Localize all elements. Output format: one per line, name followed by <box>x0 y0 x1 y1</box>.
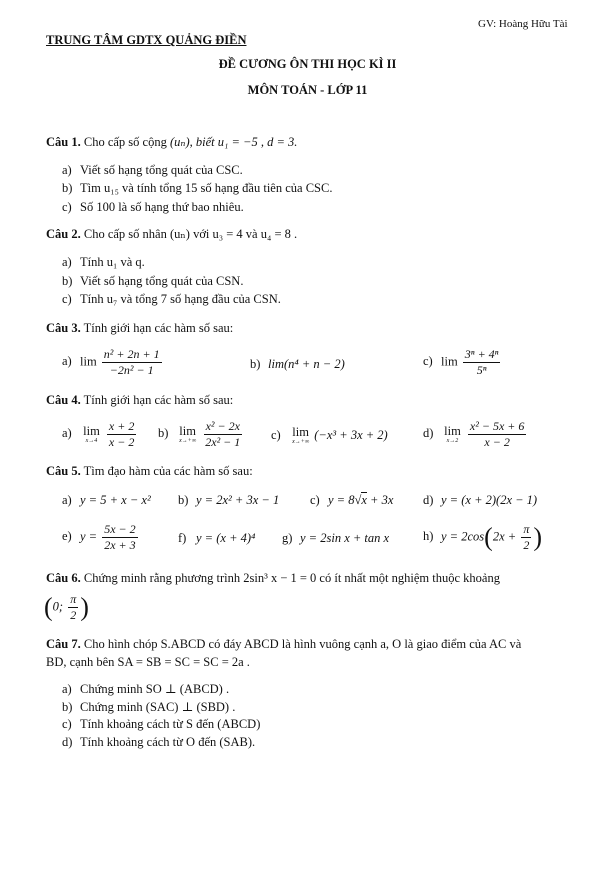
q5-item-c: c) y = 8√x + 3x <box>310 493 394 507</box>
q4-item-c: c) lim x→+∞ (−x³ + 3x + 2) <box>271 425 388 445</box>
q4-item-b: b) lim x→+∞ $\frac{\text{x² − 2x}}{\text{2x² − 1}}$ <box>158 419 241 449</box>
q1-item-a: a) Viết số hạng tổng quát của CSC. <box>62 163 243 177</box>
question-2: Câu 2. Cho cấp số nhân (uₙ) với u₃ = 4 và u₄ = 8 . <box>46 227 298 241</box>
question-3: Câu 3. Tính giới hạn các hàm số sau: <box>46 321 234 335</box>
q5-item-a: a) y = 5 + x − x² <box>62 493 151 507</box>
q5-item-b: b) y = 2x² + 3x − 1 <box>178 493 280 507</box>
q6-interval: (0; $\frac{\pi}{2}$ ) <box>44 592 89 622</box>
q7-item-a: a) Chứng minh SO ⊥ (ABCD) . <box>62 682 230 696</box>
question-6: Câu 6. Chứng minh rằng phương trình 2sin³ x − 1 = 0 có ít nhất một nghiệm thuộc khoảng <box>46 571 500 585</box>
q5-item-e: e) y = $\frac{5x - 2}{2x + 3}$ <box>62 522 136 552</box>
q4-item-a: a) lim x→4 $\frac{x + 2}{x - 2}$ <box>62 419 135 449</box>
question-4: Câu 4. Tính giới hạn các hàm số sau: <box>46 393 234 407</box>
q7-item-c: c) Tính khoảng cách từ S đến (ABCD) <box>62 717 261 731</box>
q3-item-c: c) lim $\frac{\text{3ⁿ + 4ⁿ}}{\text{5ⁿ}}$ <box>423 347 499 377</box>
q3-item-b: b) lim(n⁴ + n − 2) <box>250 357 345 371</box>
q1-item-c: c) Số 100 là số hạng thứ bao nhiêu. <box>62 200 244 214</box>
school-name: TRUNG TÂM GDTX QUẢNG ĐIỀN <box>46 33 247 47</box>
document-subject: MÔN TOÁN - LỚP 11 <box>247 83 368 97</box>
document-title: ĐỀ CƯƠNG ÔN THI HỌC KÌ II <box>218 57 397 71</box>
q2-item-b: b) Viết số hạng tổng quát của CSN. <box>62 274 244 288</box>
q5-item-d: d) y = (x + 2)(2x − 1) <box>423 493 538 507</box>
question-7: Câu 7. Cho hình chóp S.ABCD có đáy ABCD là hình vuông cạnh a, O là giao điểm của AC và <box>46 637 522 651</box>
q5-item-g: g) y = 2sin x + tan x <box>282 531 390 545</box>
q3-item-a: a) lim $\frac{\text{n² + 2n + 1}}{\text{−2n² − 1}}$ <box>62 347 160 377</box>
q2-item-c: c) Tính u₇ và tổng 7 số hạng đầu của CSN. <box>62 292 281 306</box>
q5-item-f: f) y = (x + 4)⁴ <box>178 531 256 545</box>
q7-item-d: d) Tính khoảng cách từ O đến (SAB). <box>62 735 256 749</box>
q7-item-b: b) Chứng minh (SAC) ⊥ (SBD) . <box>62 700 236 714</box>
q5-item-h: h) y = 2cos(2x + $\frac{\pi}{2}$ ) <box>423 522 542 552</box>
q2-item-a: a) Tính u₁ và q. <box>62 255 145 269</box>
question-label: Câu 1. <box>46 135 81 149</box>
question-5: Câu 5. Tìm đạo hàm của các hàm số sau: <box>46 464 253 478</box>
q1-item-b: b) Tìm u₁₅ và tính tổng 15 số hạng đầu tiên của CSC. <box>62 181 333 195</box>
question-7-line2: BD, cạnh bên SA = SB = SC = SC = 2a . <box>46 655 250 669</box>
question-1: Câu 1. Cho cấp số cộng (uₙ), biết u₁ = −5 , d = 3. <box>46 135 298 149</box>
q4-item-d: d) lim x→2 $\frac{\text{x² − 5x + 6}}{x - 2}$ <box>423 419 525 449</box>
author-name: GV: Hoàng Hữu Tài <box>478 18 568 30</box>
